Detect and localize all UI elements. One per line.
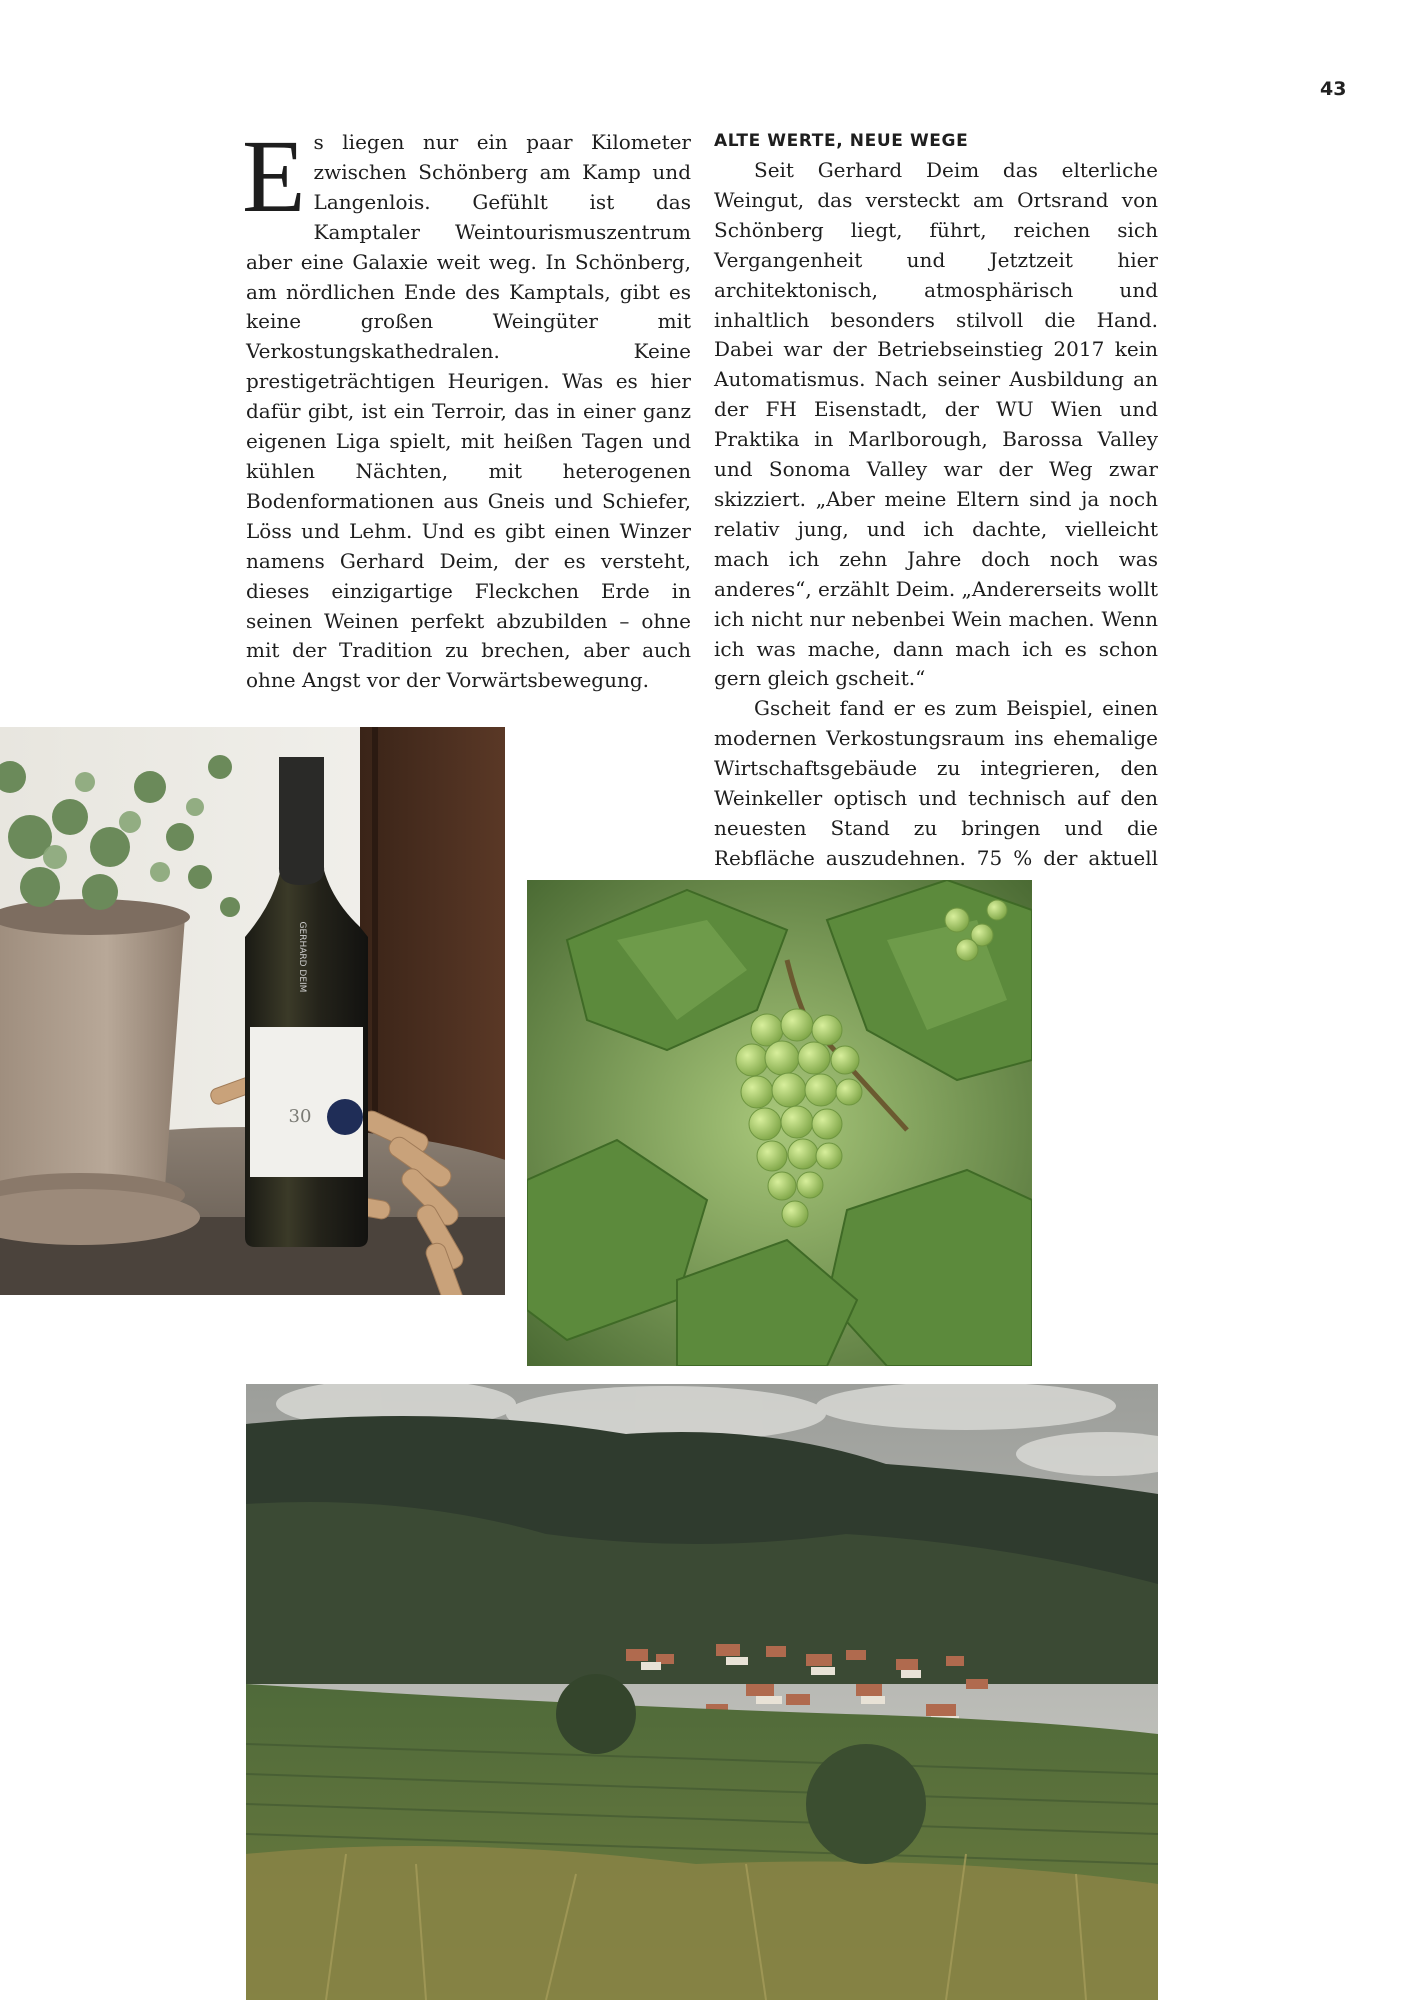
body-paragraph: Seit Gerhard Deim das elterliche Weingut, das versteckt am Ortsrand von Schönberg liegt, führt, reichen sich Vergangenheit und Jetztzeit hier architektonisch, atmosphärisch und inhaltlich besonders stilvoll die Hand. Dabei war der Betriebseinstieg 2017 kein Automatismus. Nach seiner Ausbildung an der FH Eisenstadt, der WU Wien und Praktika in Marlborough, Barossa Valley und Sonoma Valley war der Weg zwar skizziert. „Aber meine Eltern sind ja noch relativ jung, und ich dachte, vielleicht mach ich zehn Jahre doch noch was anderes“, erzählt Deim. „Andererseits wollt ich nicht nur nebenbei Wein machen. Wenn ich was mache, dann mach ich es schon gern gleich gscheit.“ (714, 158, 1158, 691)
drop-cap: E (242, 119, 306, 234)
bottle-label-brand: GERHARD DEIM (297, 921, 307, 993)
page-number: 43 (1320, 78, 1347, 100)
body-paragraph: Gscheit fand er es zum Beispiel, einen modernen Verkostungsraum ins ehemalige Wirtschaftsgebäude zu integrieren, den Weinkeller optisch und technisch auf den neuesten Stand zu bringen und die Rebfläche auszudehnen. 75 % der aktuell (714, 696, 1158, 870)
section-subheading: ALTE WERTE, NEUE WEGE (714, 131, 969, 151)
article-column-right (714, 128, 1158, 904)
wine-bottle-photo (0, 727, 505, 1295)
article-column-left (242, 119, 691, 696)
vineyard-landscape-photo (246, 1384, 1158, 2000)
intro-paragraph (242, 119, 691, 696)
grapes-photo (527, 880, 1032, 1366)
intro-text: s liegen nur ein paar Kilometer zwischen Schönberg am Kamp und Langenlois. Gefühlt ist das Kamptaler Weintourismuszentrum aber eine Galaxie weit weg. In Schönberg, am nördlichen Ende des Kamptals, gibt es keine großen Weingüter mit Verkostungskathedralen. Keine prestigeträchtigen Heurigen. Was es hier dafür gibt, ist ein Terroir, das in einer ganz eigenen Liga spielt, mit heißen Tagen und kühlen Nächten, mit heterogenen Bodenformationen aus Gneis und Schiefer, Löss und Lehm. Und es gibt einen Winzer namens Gerhard Deim, der es versteht, dieses einzigartige Fleckchen Erde in seinen Weinen perfekt abzubilden – ohne mit der Tradition zu brechen, aber auch ohne Angst vor der Vorwärtsbewegung. (246, 130, 691, 693)
bottle-label-number: 30 (288, 1106, 312, 1127)
